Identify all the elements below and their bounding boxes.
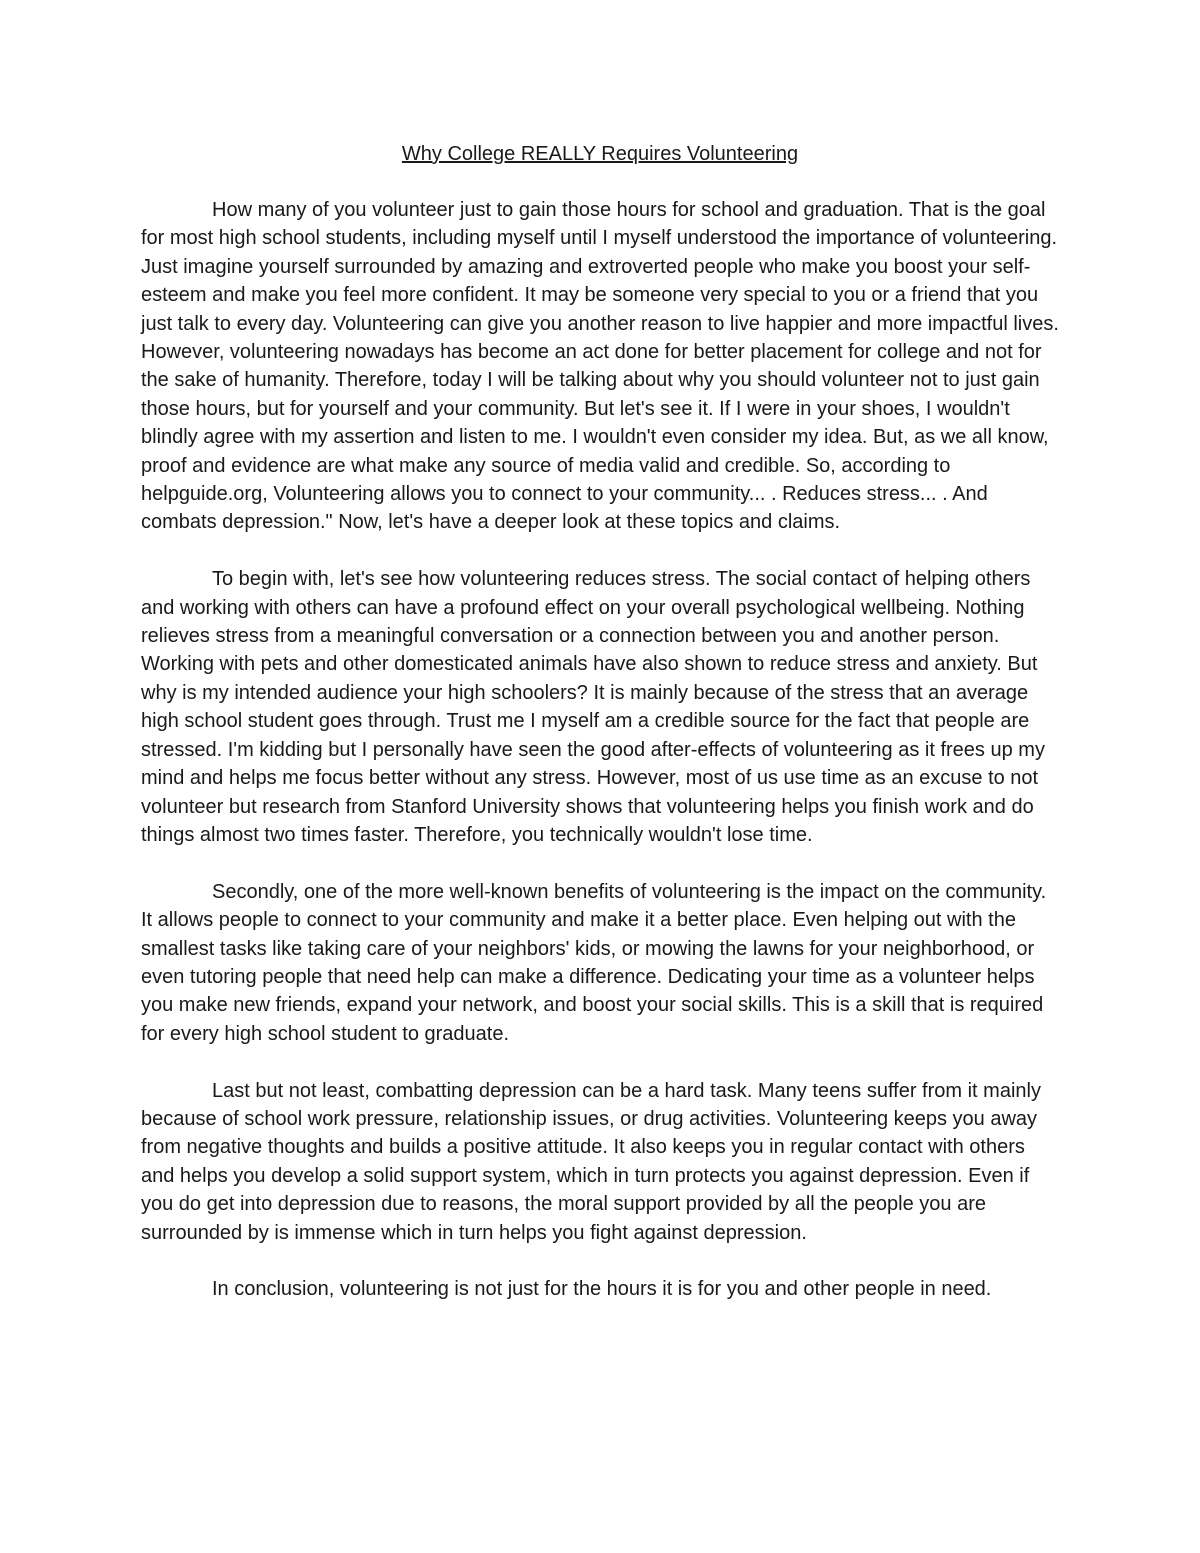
document-title: Why College REALLY Requires Volunteering [401, 143, 799, 165]
paragraph-stress: To begin with, let's see how volunteering reduces stress. The social contact of helping others and working with others can have a profound effect on your overall psychological wellbeing. Nothing relieves stress from a meaningful conversation or a connection between you and another person. Working with pets and other domesticated animals have also shown to reduce stress and anxiety. But why is my intended audience your high schoolers? It is mainly because of the stress that an average high school student goes through. Trust me I myself am a credible source for the fact that people are stressed. I'm kidding but I personally have seen the good after-effects of volunteering as it frees up my mind and helps me focus better without any stress. However, most of us use time as an excuse to not volunteer but research from Stanford University shows that volunteering helps you finish work and do things almost two times faster. Therefore, you technically wouldn't lose time. [141, 568, 1045, 846]
paragraph-depression: Last but not least, combatting depression can be a hard task. Many teens suffer from it mainly because of school work pressure, relationship issues, or drug activities. Volunteering keeps you away from negative thoughts and builds a positive attitude. It also keeps you in regular contact with others and helps you develop a solid support system, which in turn protects you against depression. Even if you do get into depression due to reasons, the moral support provided by all the people you are surrounded by is immense which in turn helps you fight against depression. [141, 1079, 1041, 1244]
paragraph-community: Secondly, one of the more well-known benefits of volunteering is the impact on the community. It allows people to connect to your community and make it a better place. Even helping out with the smallest tasks like taking care of your neighbors' kids, or mowing the lawns for your neighborhood, or even tutoring people that need help can make a difference. Dedicating your time as a volunteer helps you make new friends, expand your network, and boost your social skills. This is a skill that is required for every high school student to graduate. [141, 880, 1047, 1045]
document-page [141, 140, 1059, 1332]
paragraph-conclusion: In conclusion, volunteering is not just for the hours it is for you and other people in need. [212, 1278, 992, 1301]
paragraph-introduction: How many of you volunteer just to gain those hours for school and graduation. That is the goal for most high school students, including myself until I myself understood the importance of volunteering. Just imagine yourself surrounded by amazing and extroverted people who make you boost your self-esteem and make you feel more confident. It may be someone very special to you or a friend that you just talk to every day. Volunteering can give you another reason to live happier and more impactful lives. However, volunteering nowadays has become an act done for better placement for college and not for the sake of humanity. Therefore, today I will be talking about why you should volunteer not to just gain those hours, but for yourself and your community. But let's see it. If I were in your shoes, I wouldn't blindly agree with my assertion and listen to me. I wouldn't even consider my idea. But, as we all know, proof and evidence are what make any source of media valid and credible. So, according to helpguide.org, Volunteering allows you to connect to your community... . Reduces stress... . And combats depression." Now, let's have a deeper look at these topics and claims. [141, 199, 1059, 534]
